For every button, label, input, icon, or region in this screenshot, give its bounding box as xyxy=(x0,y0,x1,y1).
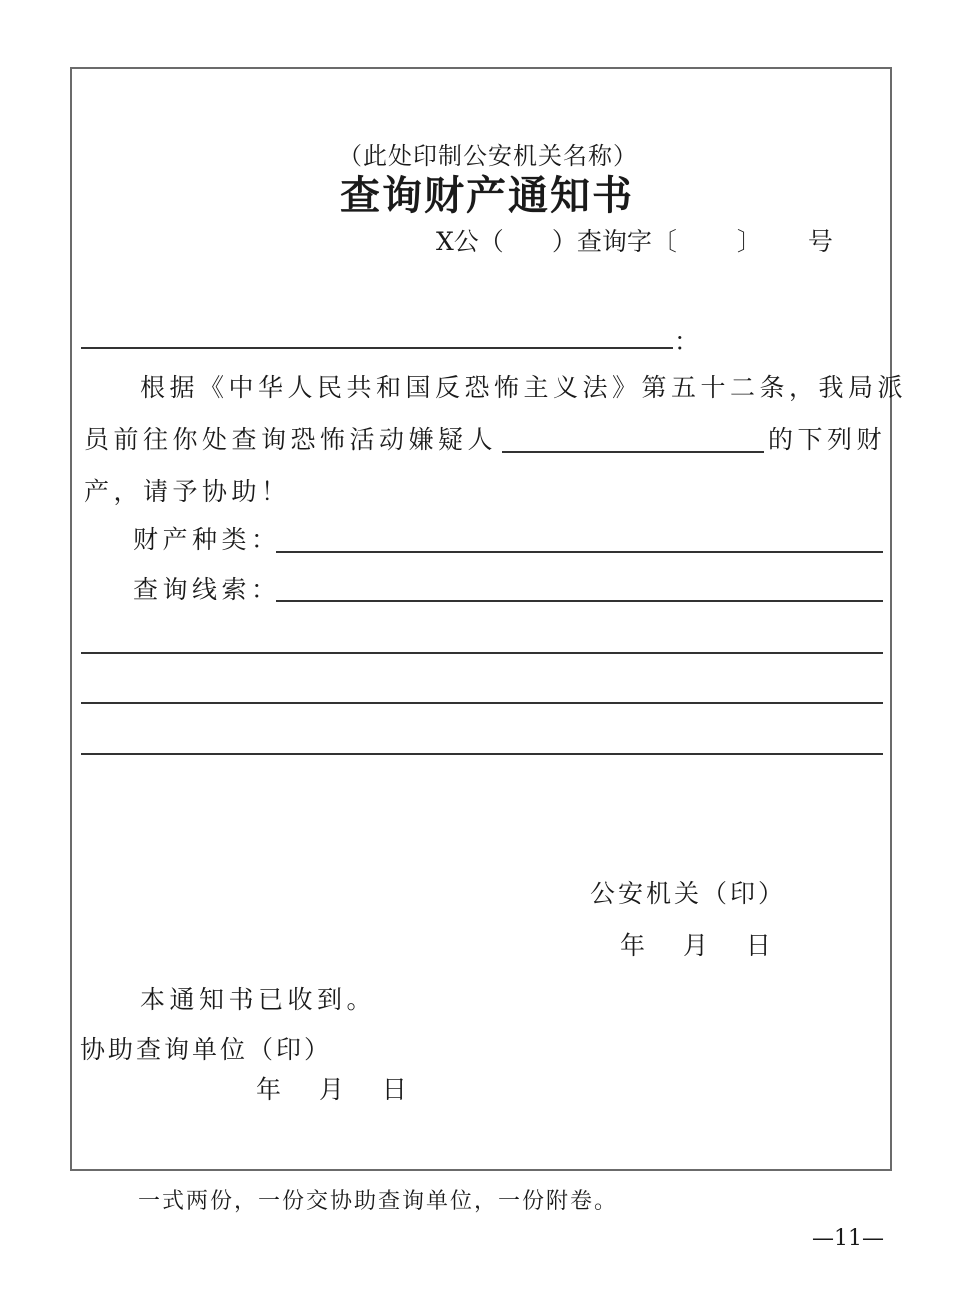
query-clues-label: 查询线索： xyxy=(133,575,281,604)
page-number: —11— xyxy=(812,1226,884,1251)
receipt-text: 本通知书已收到。 xyxy=(140,985,377,1014)
suspect-name-field[interactable] xyxy=(502,451,764,453)
doc-number-bracket-close: 〕 xyxy=(736,227,762,256)
doc-number-suffix: 号 xyxy=(807,227,833,256)
query-clues-field[interactable] xyxy=(276,600,883,602)
blank-line-3[interactable] xyxy=(81,753,883,755)
paragraph-line-3: 产，请予协助！ xyxy=(84,477,291,506)
footnote: 一式两份，一份交协助查询单位，一份附卷。 xyxy=(138,1189,619,1214)
issuer-date: 年 月 日 xyxy=(620,931,771,960)
receiver-date: 年 月 日 xyxy=(256,1075,407,1104)
blank-line-1[interactable] xyxy=(81,652,883,654)
property-type-label: 财产种类： xyxy=(133,525,281,554)
blank-line-2[interactable] xyxy=(81,702,883,704)
addressee-field[interactable] xyxy=(81,347,673,349)
doc-number-prefix: X公（ xyxy=(436,227,504,256)
issuer-signature: 公安机关（印） xyxy=(590,879,787,908)
property-type-field[interactable] xyxy=(276,551,883,553)
addressee-colon: ： xyxy=(674,327,700,356)
receiver-signature: 协助查询单位（印） xyxy=(80,1035,333,1064)
doc-number-middle: ）查询字〔 xyxy=(551,227,677,256)
paragraph-line-2-end: 的下列财 xyxy=(768,425,887,454)
page-title: 查询财产通知书 xyxy=(340,172,634,219)
paragraph-line-1: 根据《中华人民共和国反恐怖主义法》第五十二条，我局派 xyxy=(140,373,908,402)
document-number xyxy=(436,222,833,258)
paragraph-line-2-start: 员前往你处查询恐怖活动嫌疑人 xyxy=(84,425,498,454)
agency-name-placeholder: （此处印制公安机关名称） xyxy=(338,142,638,170)
